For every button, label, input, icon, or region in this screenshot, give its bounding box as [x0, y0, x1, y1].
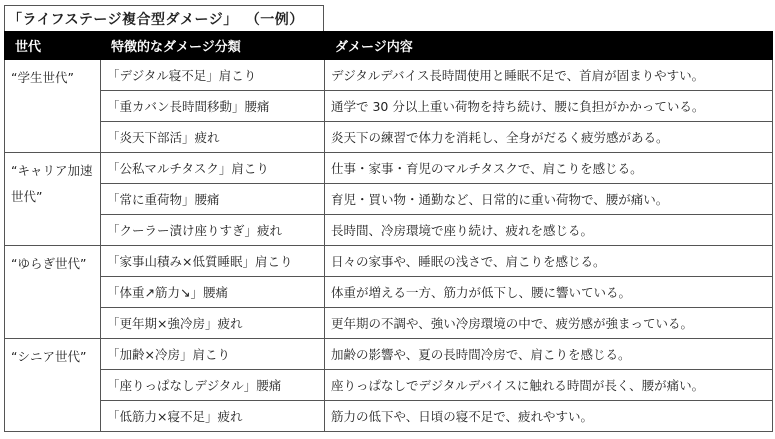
generation-cell: “ゆらぎ世代” — [5, 246, 101, 339]
detail-cell: 育児・買い物・通勤など、日常的に重い荷物で、腰が痛い。 — [325, 184, 773, 215]
table-row — [5, 122, 773, 153]
generation-cell: “キャリア加速世代” — [5, 153, 101, 246]
header-generation: 世代 — [5, 32, 101, 60]
detail-cell: 炎天下の練習で体力を消耗し、全身がだるく疲労感がある。 — [325, 122, 773, 153]
detail-cell: 仕事・家事・育児のマルチタスクで、肩こりを感じる。 — [325, 153, 773, 184]
category-cell: 「更年期×強冷房」疲れ — [101, 308, 325, 339]
category-cell: 「重カバン長時間移動」腰痛 — [101, 91, 325, 122]
generation-cell: “学生世代” — [5, 60, 101, 153]
category-cell: 「炎天下部活」疲れ — [101, 122, 325, 153]
category-cell: 「デジタル寝不足」肩こり — [101, 60, 325, 91]
detail-cell: 長時間、冷房環境で座り続け、疲れを感じる。 — [325, 215, 773, 246]
table-row — [5, 153, 773, 184]
header-category: 特徴的なダメージ分類 — [101, 32, 325, 60]
detail-cell: 筋力の低下や、日頃の寝不足で、疲れやすい。 — [325, 401, 773, 432]
category-cell: 「加齢×冷房」肩こり — [101, 339, 325, 370]
detail-cell: 更年期の不調や、強い冷房環境の中で、疲労感が強まっている。 — [325, 308, 773, 339]
detail-cell: 加齢の影響や、夏の長時間冷房で、肩こりを感じる。 — [325, 339, 773, 370]
table-row — [5, 277, 773, 308]
table-row — [5, 91, 773, 122]
table-row — [5, 401, 773, 432]
category-cell: 「座りっぱなしデジタル」腰痛 — [101, 370, 325, 401]
damage-table — [4, 31, 773, 432]
detail-cell: 日々の家事や、睡眠の浅さで、肩こりを感じる。 — [325, 246, 773, 277]
detail-cell: 座りっぱなしでデジタルデバイスに触れる時間が長く、腰が痛い。 — [325, 370, 773, 401]
detail-cell: 通学で 30 分以上重い荷物を持ち続け、腰に負担がかかっている。 — [325, 91, 773, 122]
table-row — [5, 370, 773, 401]
header-detail: ダメージ内容 — [325, 32, 773, 60]
generation-cell: “シニア世代” — [5, 339, 101, 432]
table-row — [5, 60, 773, 91]
table-row — [5, 308, 773, 339]
table-header-row — [5, 32, 773, 60]
title-text: 「ライフステージ複合型ダメージ」 — [8, 11, 238, 28]
title-subtitle: （一例） — [245, 11, 304, 28]
category-cell: 「公私マルチタスク」肩こり — [101, 153, 325, 184]
table-row — [5, 184, 773, 215]
table-row — [5, 246, 773, 277]
category-cell: 「家事山積み×低質睡眠」肩こり — [101, 246, 325, 277]
table-row — [5, 339, 773, 370]
detail-cell: デジタルデバイス長時間使用と睡眠不足で、首肩が固まりやすい。 — [325, 60, 773, 91]
category-cell: 「常に重荷物」腰痛 — [101, 184, 325, 215]
table-row — [5, 215, 773, 246]
category-cell: 「クーラー漬け座りすぎ」疲れ — [101, 215, 325, 246]
detail-cell: 体重が増える一方、筋力が低下し、腰に響いている。 — [325, 277, 773, 308]
category-cell: 「低筋力×寝不足」疲れ — [101, 401, 325, 432]
document-title — [4, 5, 324, 31]
category-cell: 「体重↗筋力↘」腰痛 — [101, 277, 325, 308]
